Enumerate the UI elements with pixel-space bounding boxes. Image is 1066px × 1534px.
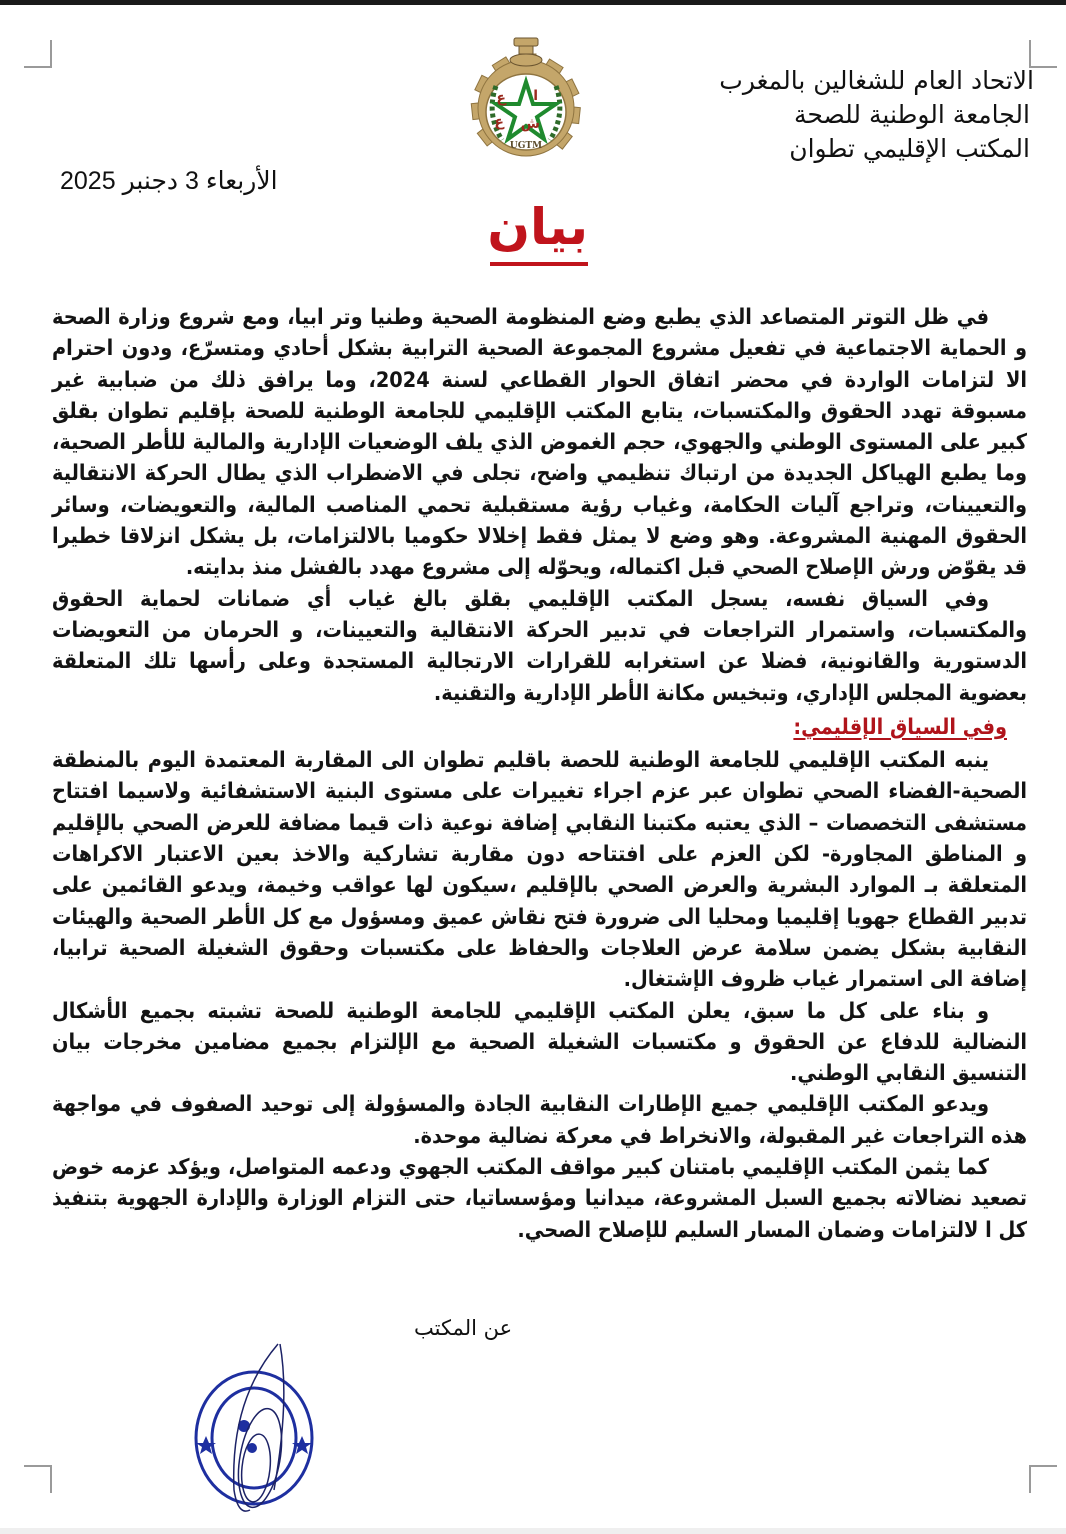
paragraph-declaration: و بناء على كل ما سبق، يعلن المكتب الإقليمي للجامعة الوطنية للصحة تشبته بجميع الأشكال النضالية للدفاع عن الحقوق و مكتسبات الشغيلة الصحية مع الإلتزام بجميع مضامين مخرجات بيان التنسيق النقابي الوطني. (52, 998, 1027, 1087)
organization-header (719, 64, 1034, 166)
crop-mark-bottom-right (1029, 1465, 1057, 1493)
org-union-name: الاتحاد العام للشغالين بالمغرب (719, 66, 1034, 95)
top-edge-bar (0, 0, 1066, 5)
svg-text:ا: ا (533, 88, 538, 104)
svg-text:ع: ع (496, 90, 506, 106)
statement-body (52, 302, 1027, 1246)
svg-text:ع: ع (494, 114, 504, 130)
paragraph-same-context: وفي السياق نفسه، يسجل المكتب الإقليمي بقلق بالغ غياب أي ضمانات لحماية الحقوق والمكتسبات، واستمرار التراجعات في تدبير الحركة الانتقالية والتعيينات، و الحرمان من التعويضات الدستورية والقانونية، فضلا عن استغرابه للقرارات الارتجالية المستجدة وعلى رأسها تلك المتعلقة بعضوية المجلس الإداري، وتبخيس مكانة الأطر الإدارية والتقنية. (52, 586, 1027, 706)
paragraph-call-to-unity: ويدعو المكتب الإقليمي جميع الإطارات النقابية الجادة والمسؤولة إلى توحيد الصفوف في مواجهة هذه التراجعات غير المقبولة، والانخراط في معركة نضالية موحدة. (52, 1092, 1027, 1149)
signature-label: عن المكتب (414, 1316, 513, 1340)
crop-mark-bottom-left (24, 1465, 52, 1493)
paragraph-regional-context: ينبه المكتب الإقليمي للجامعة الوطنية للحصة باقليم تطوان الى المقاربة المعتمدة اليوم بالمنطقة الصحية-الفضاء الصحي تطوان عبر عزم اجراء تغييرات على مستوى البنية الاستشفائية ولاسيما افتتاح مستشفى التخصصات – الذي يعتبه مكتبنا النقابي إضافة نوعية ذات قيما مضافة للعرض الصحي بالإقليم و المناطق المجاورة- لكن العزم على افتتاحه دون مقاربة تشاركية والاخذ بعين الاعتبار الاكراهات المتعلقة بـ الموارد البشرية والعرض الصحي بالإقليم ،سيكون لها عواقب وخيمة، ويدعو القائمين على تدبير القطاع جهويا إقليميا ومحليا الى ضرورة فتح نقاش عميق ومسؤول مع كل الأطر الصحية والهيئات النقابية بشكل يضمن سلامة عرض العلاجات والحفاظ على مكتسبات وحقوق الشغيلة الصحية ترابيا، إضافة الى استمرار غياب ظروف الإشتغال. (52, 748, 1027, 993)
document-date: الأربعاء 3 دجنبر 2025 (60, 167, 278, 195)
document-title: بيان (487, 198, 588, 256)
org-federation-name: الجامعة الوطنية للصحة (793, 100, 1030, 129)
paragraph-appreciation: كما يثمن المكتب الإقليمي بامتنان كبير مواقف المكتب الجهوي ودعمه المتواصل، ويؤكد عزمه خوض تصعيد نضالاته بجميع السبل المشروعة، ميدانيا ومؤسساتيا، حتى التزام الوزارة والإدارة الجهوية بتنفيذ كل ا لالتزامات وضمان المسار السليم للإصلاح الصحي. (52, 1155, 1027, 1243)
stamp-icon (196, 1372, 312, 1504)
ugtm-logo (440, 36, 612, 166)
handshake-torch-icon (510, 38, 542, 66)
regional-context-heading-text: وفي السياق الإقليمي: (793, 714, 1007, 740)
crop-mark-top-left (24, 40, 52, 68)
paragraph-national-context: في ظل التوتر المتصاعد الذي يطبع وضع المنظومة الصحية وطنيا وتر ابيا، ومع شروع وزارة الصحة و الحماية الاجتماعية في تفعيل مشروع المجموعة الصحية الترابية بشكل أحادي ومتسرّع، ودون احترام الا لتزامات الواردة في محضر اتفاق الحوار القطاعي لسنة 2024، وما يرافق ذلك من ضبابية غير مسبوقة تهدد الحقوق والمكتسبات، يتابع المكتب الإقليمي للجامعة الوطنية للصحة بإقليم تطوان بقلق كبير على المستوى الوطني والجهوي، حجم الغموض الذي يلف الوضعيات الإدارية والمالية للأطر الصحية، وما يطبع الهياكل الجديدة من ارتباك تنظيمي واضح، تجلى في الاضطراب الذي يطال الحركة الانتقالية والتعيينات، وتراجع آليات الحكامة، وغياب رؤية مستقبلية تحمي المناصب المالية، والتعويضات، وسائر الحقوق المهنية المشروعة. وهو وضع لا يمثل فقط إخلالا حكوميا بالالتزامات، بل يشكل انزلاقا خطيرا قد يقوّض ورش الإصلاح الصحي قبل اكتماله، ويحوّله إلى مشروع مهدد بالفشل منذ بدايته. (52, 305, 1027, 581)
org-office-name: المكتب الإقليمي تطوان (789, 134, 1030, 163)
bottom-edge-bar (0, 1528, 1066, 1534)
regional-context-heading (52, 712, 1027, 743)
svg-text:ش: ش (520, 116, 540, 132)
title-underline (490, 262, 588, 266)
logo-acronym: UGTM (509, 141, 543, 151)
official-stamp (190, 1340, 330, 1520)
